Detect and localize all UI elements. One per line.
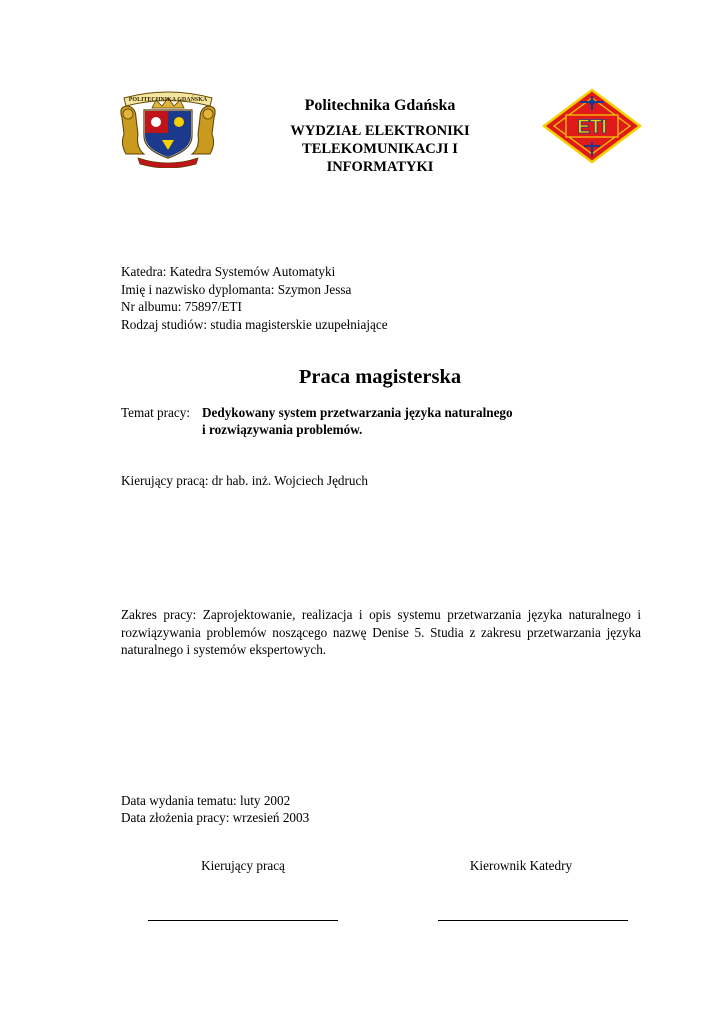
department-line: Katedra: Katedra Systemów Automatyki [121,264,336,279]
topic-value [202,404,662,438]
author-line: Imię i nazwisko dyplomanta: Szymon Jessa [121,281,352,297]
topic-label: Temat pracy: [121,405,191,420]
thesis-scope: Zakres pracy: Zaprojektowanie, realizacja i opis systemu przetwarzania języka naturalnego i rozwiązywania problemów noszącego nazwę Denise 5. Studia z zakresu przetwarzania języka naturalnego i systemów ekspertowych. [121,607,641,657]
topic-line-2: i rozwiązywania problemów. [202,422,363,437]
submission-date-line: Data złożenia pracy: wrzesień 2003 [121,810,310,825]
study-type-line: Rodzaj studiów: studia magisterskie uzupełniające [121,316,388,332]
eti-logo-text: ETI [577,117,607,138]
signature-line-head [438,920,628,921]
topic-line-1: Dedykowany system przetwarzania języka naturalnego [202,405,513,420]
faculty-line-3: INFORMATYKI [326,159,434,175]
dates-block [121,792,309,826]
faculty-line-2: TELEKOMUNIKACJI I [302,141,458,157]
signature-label-supervisor: Kierujący pracą [201,858,285,873]
album-number-line: Nr albumu: 75897/ETI [121,299,242,314]
university-crest-logo [116,88,220,168]
faculty-name [230,122,530,176]
issue-date-line: Data wydania tematu: luty 2002 [121,793,291,808]
faculty-line-1: WYDZIAŁ ELEKTRONIKI [290,123,470,139]
crest-banner-text: POLITECHNIKA GDAŃSKA [128,97,208,103]
university-name: Politechnika Gdańska [304,97,456,114]
student-info [121,263,621,333]
eti-faculty-logo [540,88,644,164]
thesis-type-title: Praca magisterska [298,366,462,388]
signature-line-supervisor [148,920,338,921]
page-header [230,96,530,176]
supervisor-line: Kierujący pracą: dr hab. inż. Wojciech Jędruch [121,473,368,488]
signature-label-head: Kierownik Katedry [469,858,573,873]
